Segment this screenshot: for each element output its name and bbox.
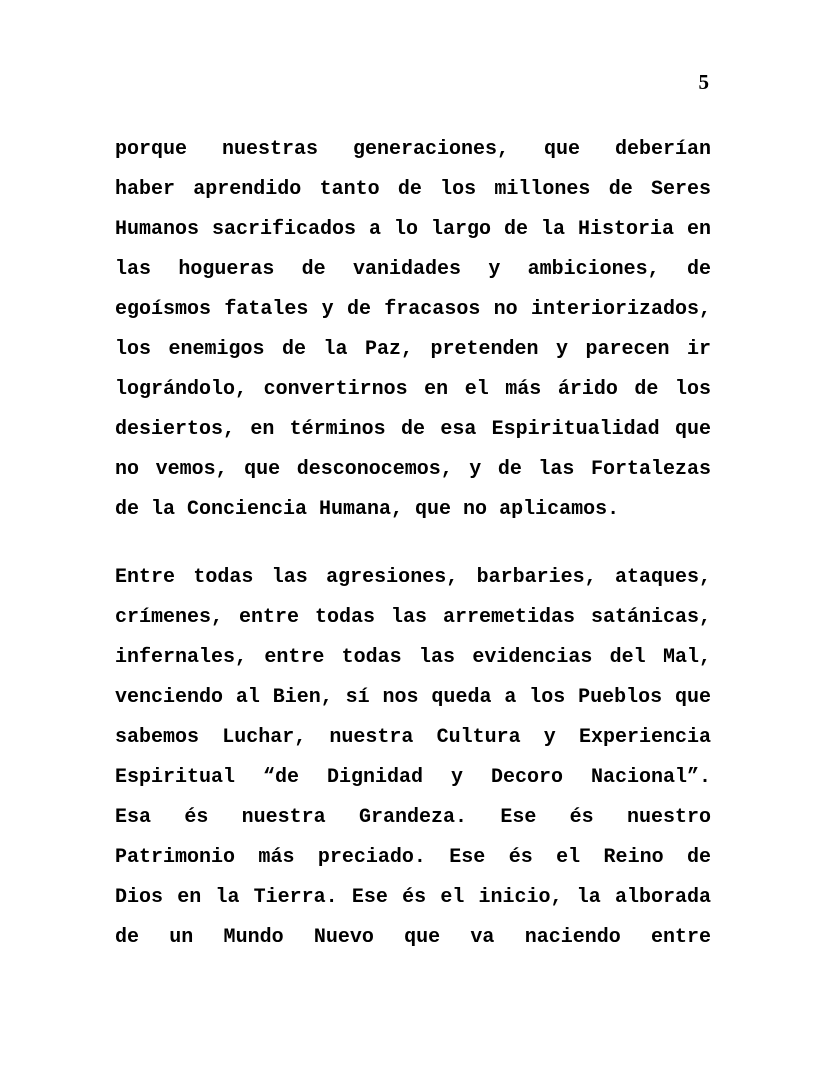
text-line: lográndolo, convertirnos en el más árido de los bbox=[115, 378, 711, 401]
text-line: Esa és nuestra Grandeza. Ese és nuestro bbox=[115, 806, 711, 829]
body-text bbox=[115, 130, 711, 958]
text-line: no vemos, que desconocemos, y de las Fortalezas bbox=[115, 458, 711, 481]
text-line: haber aprendido tanto de los millones de Seres bbox=[115, 178, 711, 201]
text-line: desiertos, en términos de esa Espiritualidad que bbox=[115, 418, 711, 441]
text-line: venciendo al Bien, sí nos queda a los Pueblos que bbox=[115, 686, 711, 709]
paragraph bbox=[115, 130, 711, 530]
text-line: Humanos sacrificados a lo largo de la Historia en bbox=[115, 218, 711, 241]
text-line: porque nuestras generaciones, que deberían bbox=[115, 138, 711, 161]
text-line: Patrimonio más preciado. Ese és el Reino de bbox=[115, 846, 711, 869]
text-line: crímenes, entre todas las arremetidas satánicas, bbox=[115, 606, 711, 629]
text-line: Dios en la Tierra. Ese és el inicio, la alborada bbox=[115, 886, 711, 909]
text-line: Entre todas las agresiones, barbaries, ataques, bbox=[115, 566, 711, 589]
text-line: egoísmos fatales y de fracasos no interiorizados, bbox=[115, 298, 711, 321]
text-line: sabemos Luchar, nuestra Cultura y Experiencia bbox=[115, 726, 711, 749]
paragraph bbox=[115, 558, 711, 958]
page-number: 5 bbox=[698, 70, 709, 94]
text-line: infernales, entre todas las evidencias del Mal, bbox=[115, 646, 711, 669]
text-line: los enemigos de la Paz, pretenden y parecen ir bbox=[115, 338, 711, 361]
text-line: las hogueras de vanidades y ambiciones, de bbox=[115, 258, 711, 281]
text-line: de la Conciencia Humana, que no aplicamos. bbox=[115, 498, 620, 521]
text-line: Espiritual “de Dignidad y Decoro Nacional”. bbox=[115, 766, 711, 789]
text-line: de un Mundo Nuevo que va naciendo entre bbox=[115, 926, 711, 949]
